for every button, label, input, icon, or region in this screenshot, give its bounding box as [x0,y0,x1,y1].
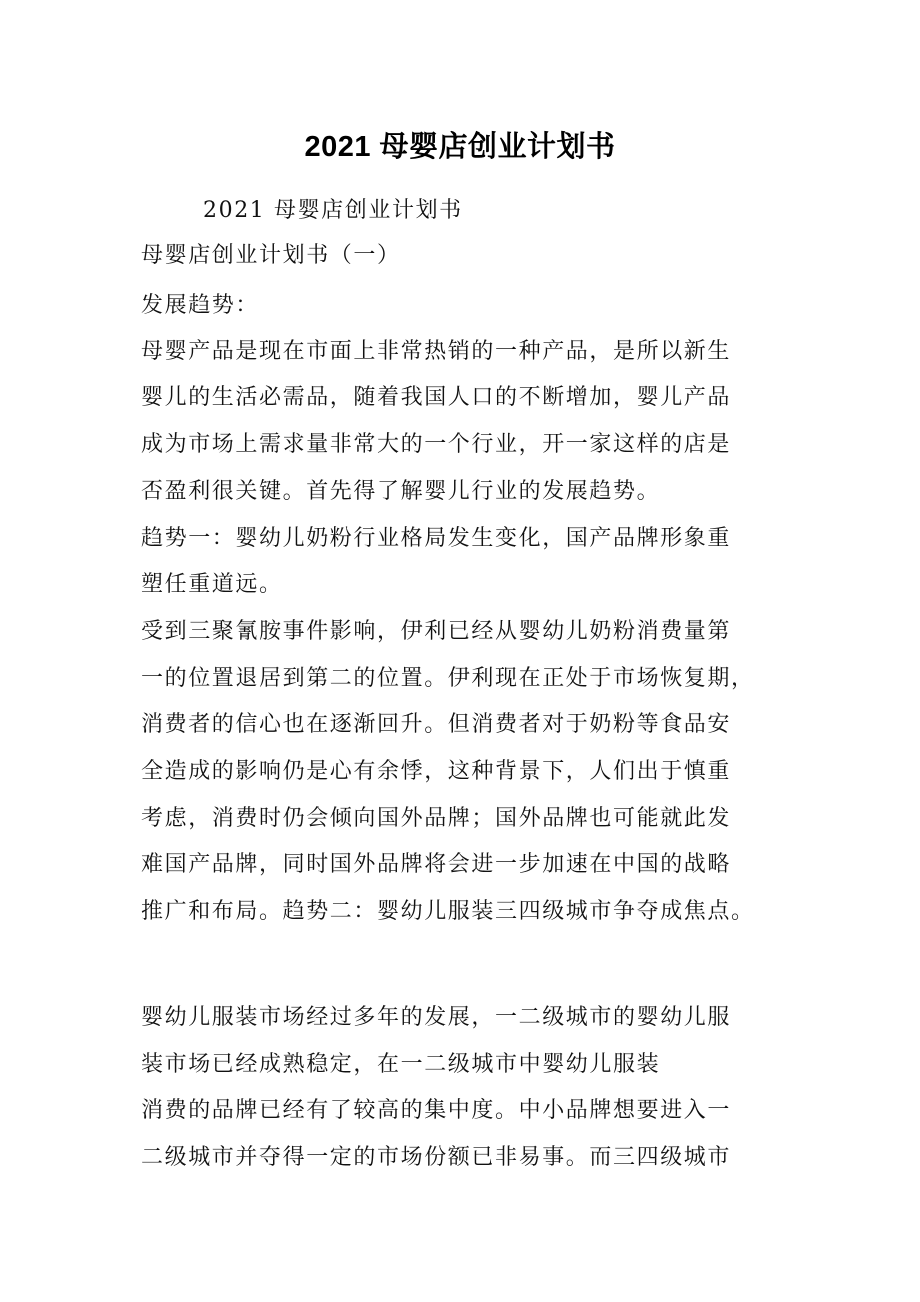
paragraph-line: 装市场已经成熟稳定，在一二级城市中婴幼儿服装 [141,1052,661,1077]
paragraph-line: 趋势一：婴幼儿奶粉行业格局发生变化，国产品牌形象重 [141,526,732,551]
paragraph-line: 婴儿的生活必需品，随着我国人口的不断增加，婴儿产品 [141,385,732,410]
paragraph-line: 考虑，消费时仍会倾向国外品牌；国外品牌也可能就此发 [141,806,732,831]
paragraph-line: 母婴产品是现在市面上非常热销的一种产品，是所以新生 [141,339,732,364]
document-title: 2021 母婴店创业计划书 [304,131,616,163]
subtitle-line: 2021 母婴店创业计划书 [203,198,463,223]
paragraph-line: 二级城市并夺得一定的市场份额已非易事。而三四级城市 [141,1145,732,1170]
paragraph-line: 婴幼儿服装市场经过多年的发展，一二级城市的婴幼儿服 [141,1005,732,1030]
subheading-trends: 发展趋势： [141,293,260,318]
paragraph-line: 塑任重道远。 [141,572,283,597]
paragraph-line: 受到三聚氰胺事件影响，伊利已经从婴幼儿奶粉消费量第 [141,619,732,644]
paragraph-line: 消费的品牌已经有了较高的集中度。中小品牌想要进入一 [141,1098,732,1123]
paragraph-line: 一的位置退居到第二的位置。伊利现在正处于市场恢复期， [141,666,755,691]
paragraph-line: 否盈利很关键。首先得了解婴儿行业的发展趋势。 [141,479,661,504]
paragraph-line: 全造成的影响仍是心有余悸，这种背景下，人们出于慎重 [141,759,732,784]
section-heading: 母婴店创业计划书（一） [141,243,401,268]
paragraph-line: 推广和布局。趋势二：婴幼儿服装三四级城市争夺成焦点。 [141,899,755,924]
paragraph-line: 消费者的信心也在逐渐回升。但消费者对于奶粉等食品安 [141,712,732,737]
paragraph-line: 成为市场上需求量非常大的一个行业，开一家这样的店是 [141,432,732,457]
paragraph-line: 难国产品牌，同时国外品牌将会进一步加速在中国的战略 [141,852,732,877]
